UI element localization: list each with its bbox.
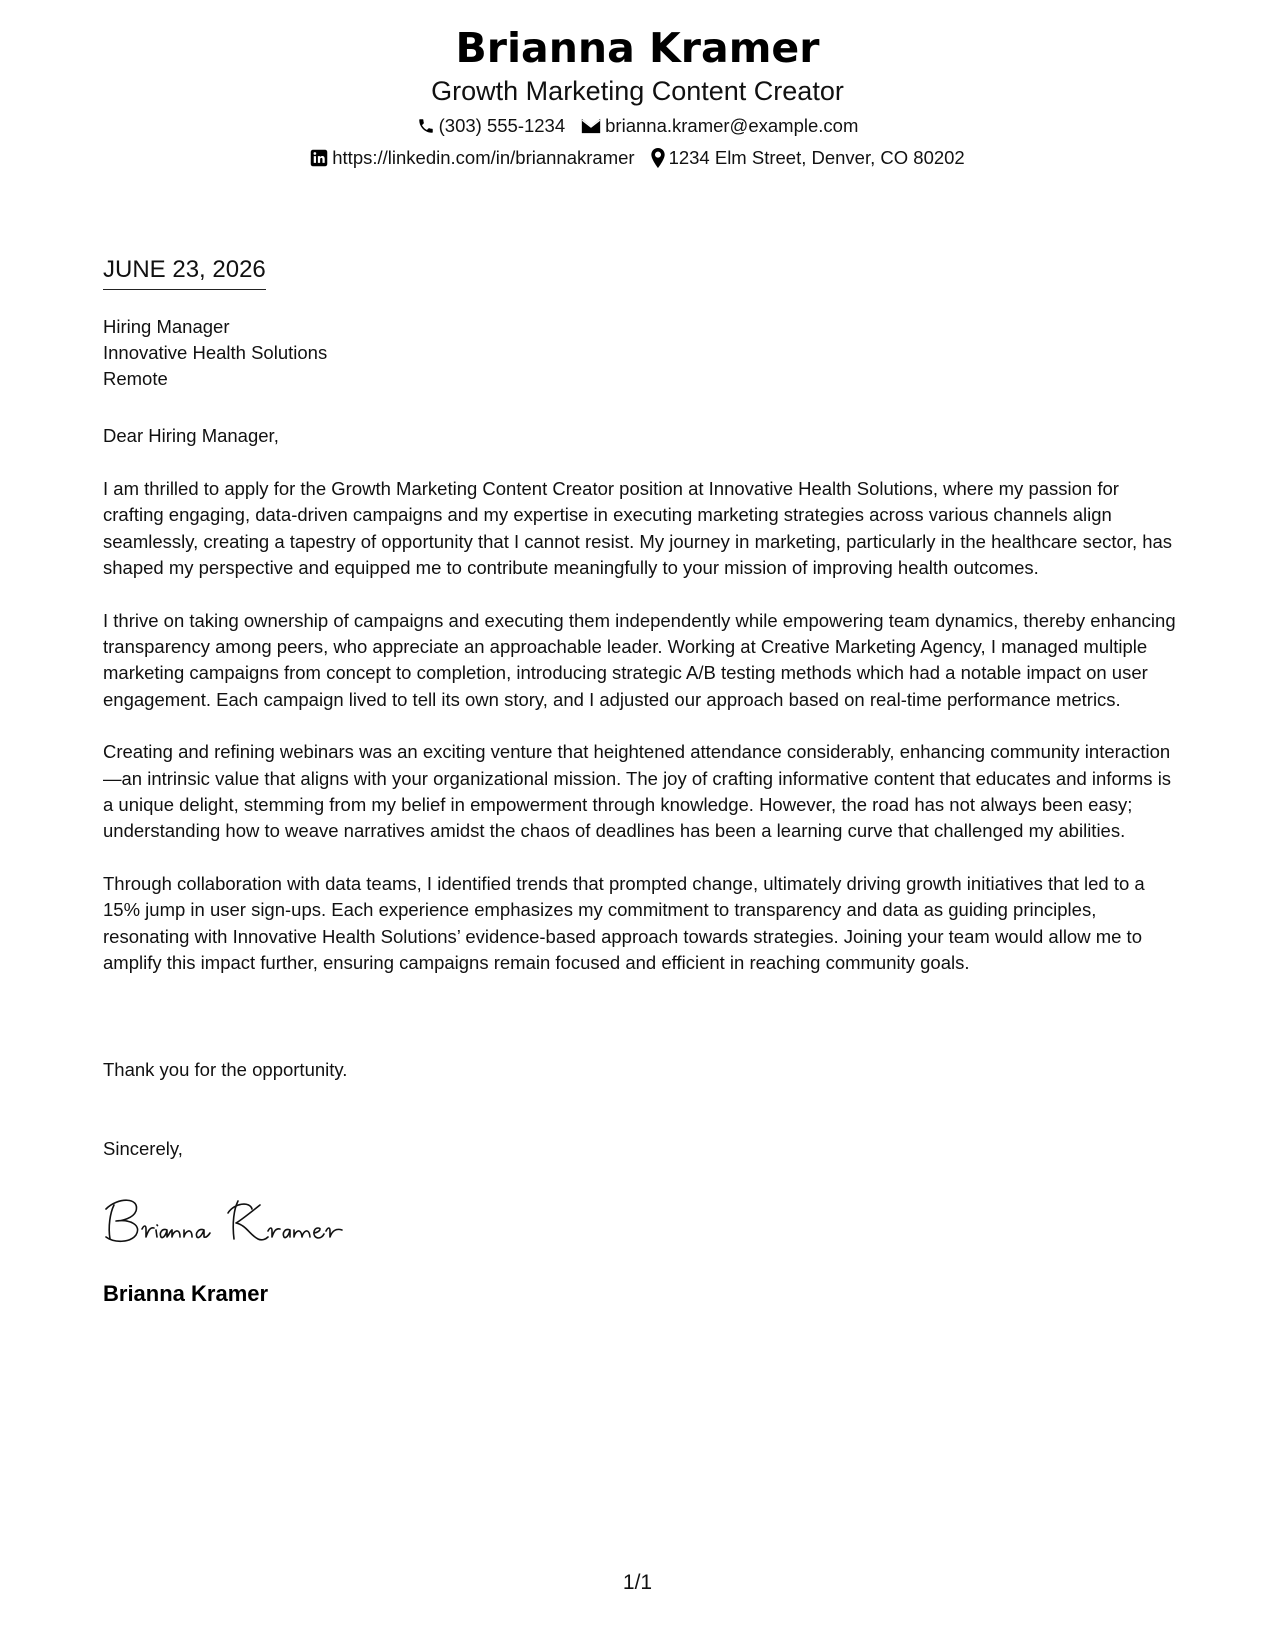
- salutation: Dear Hiring Manager,: [103, 425, 279, 446]
- letter-date: JUNE 23, 2026: [103, 255, 266, 290]
- contact-phone: [417, 114, 566, 138]
- phone-icon: [417, 117, 435, 135]
- contact-row-secondary: [0, 146, 1275, 170]
- closing-thanks: Thank you for the opportunity.: [103, 1059, 348, 1080]
- recipient-line: Hiring Manager: [103, 316, 230, 337]
- body-paragraph: Through collaboration with data teams, I identified trends that prompted change, ultimately driving growth initiatives that led to a 15% jump in user sign-ups. Each experience emphasizes my commitment to transparency and data as guiding principles, resonating with Innovative Health Solutions’ evidence-based approach towards strategies. Joining your team would allow me to amplify this impact further, ensuring campaigns remain focused and efficient in reaching community goals.: [103, 873, 1145, 973]
- body-paragraph: I am thrilled to apply for the Growth Marketing Content Creator position at Innovative Health Solutions, where my passion for crafting engaging, data-driven campaigns and my expertise in executing marketing strategies across various channels align seamlessly, creating a tapestry of opportunity that I cannot resist. My journey in marketing, particularly in the healthcare sector, has shaped my perspective and equipped me to contribute meaningfully to your mission of improving health outcomes.: [103, 478, 1173, 578]
- applicant-name: Brianna Kramer: [455, 24, 820, 72]
- contact-row-primary: [0, 114, 1275, 138]
- contact-linkedin[interactable]: [310, 146, 634, 170]
- email-address[interactable]: brianna.kramer@example.com: [605, 115, 859, 136]
- recipient-line: Remote: [103, 368, 168, 389]
- street-address: 1234 Elm Street, Denver, CO 80202: [668, 147, 965, 168]
- envelope-icon: [581, 118, 601, 134]
- letter-header: [0, 22, 1275, 170]
- recipient-line: Innovative Health Solutions: [103, 342, 328, 363]
- phone-number: (303) 555-1234: [438, 115, 566, 136]
- letter-body: [103, 476, 1181, 1003]
- recipient-block: [103, 314, 327, 392]
- signed-name: Brianna Kramer: [103, 1281, 269, 1306]
- map-pin-icon: [651, 148, 665, 168]
- body-paragraph: I thrive on taking ownership of campaigns and executing them independently while empowering team dynamics, thereby enhancing transparency among peers, who appreciate an approachable leader. Working at Creative Marketing Agency, I managed multiple marketing campaigns from concept to completion, introducing strategic A/B testing methods which had a notable impact on user engagement. Each campaign lived to tell its own story, and I adjusted our approach based on real-time performance metrics.: [103, 609, 1176, 710]
- body-paragraph: Creating and refining webinars was an exciting venture that heightened attendance considerably, enhancing community interaction—an intrinsic value that aligns with your organizational mission. The joy of crafting informative content that educates and informs is a unique delight, stemming from my belief in empowerment through knowledge. However, the road has not always been easy; understanding how to weave narratives amidst the chaos of deadlines has been a learning curve that challenged my abilities.: [103, 741, 1172, 842]
- handwritten-signature: [100, 1183, 370, 1253]
- sign-off: Sincerely,: [103, 1138, 183, 1159]
- page-number: 1/1: [622, 1571, 653, 1594]
- applicant-title: Growth Marketing Content Creator: [431, 76, 844, 106]
- linkedin-icon: [310, 149, 328, 167]
- contact-address: [651, 146, 965, 170]
- linkedin-url[interactable]: https://linkedin.com/in/briannakramer: [332, 147, 635, 168]
- contact-email[interactable]: [581, 114, 858, 138]
